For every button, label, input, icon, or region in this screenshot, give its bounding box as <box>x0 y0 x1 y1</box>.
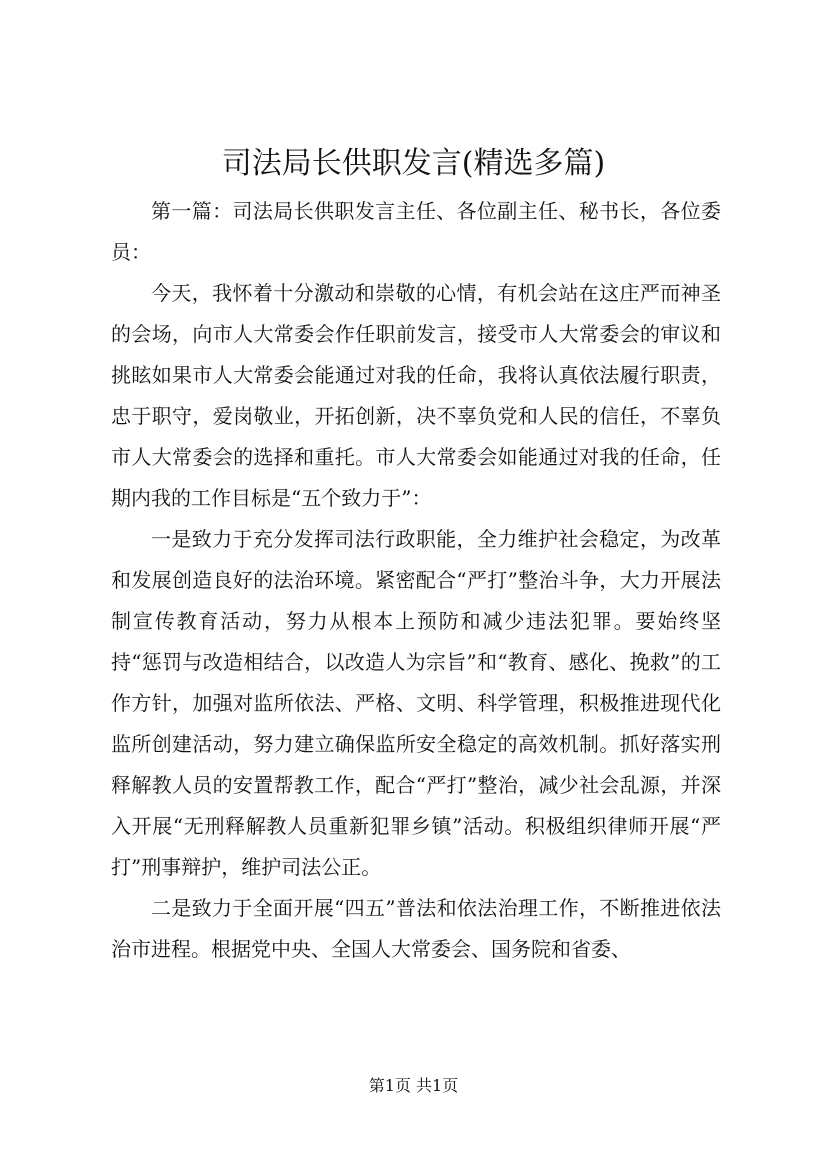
paragraph: 今天，我怀着十分激动和崇敬的心情，有机会站在这庄严而神圣的会场，向市人大常委会作任职前发言，接受市人大常委会的审议和挑眩如果市人大常委会能通过对我的任命，我将认真依法履行职责，忠于职守，爱岗敬业，开拓创新，决不辜负党和人民的信任，不辜负市人大常委会的选择和重托。市人大常委会如能通过对我的任命，任期内我的工作目标是“五个致力于”： <box>111 281 721 510</box>
paragraph: 一是致力于充分发挥司法行政职能，全力维护社会稳定，为改革和发展创造良好的法治环境。紧密配合“严打”整治斗争，大力开展法制宣传教育活动，努力从根本上预防和减少违法犯罪。要始终坚持“惩罚与改造相结合，以改造人为宗旨”和“教育、感化、挽救”的工作方针，加强对监所依法、严格、文明、科学管理，积极推进现代化监所创建活动，努力建立确保监所安全稳定的高效机制。抓好落实刑释解教人员的安置帮教工作，配合“严打”整治，减少社会乱源，并深入开展“无刑释解教人员重新犯罪乡镇”活动。积极组织律师开展“严打”刑事辩护，维护司法公正。 <box>111 527 721 879</box>
document-title: 司法局长供职发言(精选多篇) <box>221 146 606 181</box>
document-body <box>111 191 721 970</box>
page-footer: 第1页 共1页 <box>368 1076 459 1095</box>
paragraph: 第一篇：司法局长供职发言主任、各位副主任、秘书长，各位委员： <box>111 199 721 264</box>
paragraph: 二是致力于全面开展“四五”普法和依法治理工作，不断推进依法治市进程。根据党中央、全国人大常委会、国务院和省委、 <box>111 896 721 961</box>
